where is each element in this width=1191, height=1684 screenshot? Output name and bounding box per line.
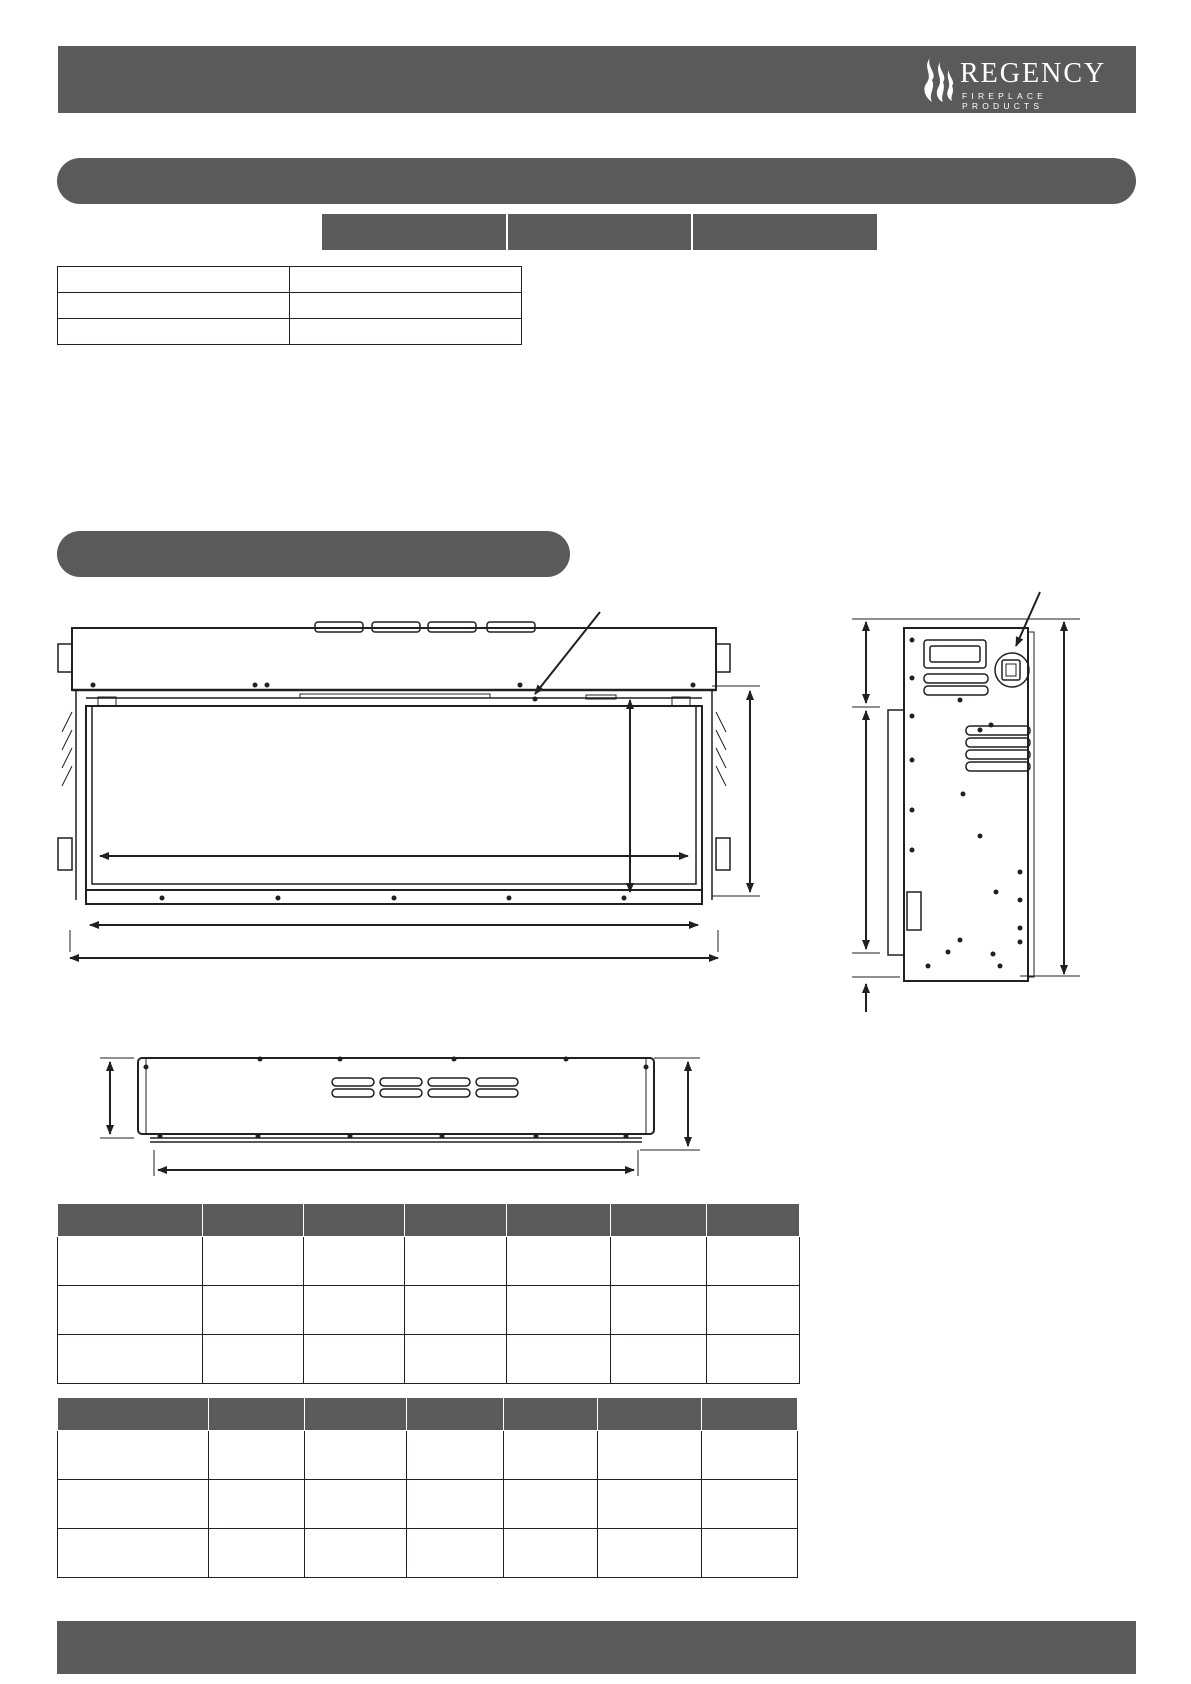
dimensions-table — [57, 1203, 800, 1384]
table-row — [58, 1286, 800, 1335]
column-header — [706, 1204, 799, 1237]
table-cell — [702, 1431, 798, 1480]
table-cell — [304, 1431, 406, 1480]
column-header — [504, 1398, 598, 1431]
column-header — [406, 1398, 504, 1431]
column-header — [506, 1204, 610, 1237]
table-header-row — [58, 1204, 800, 1237]
table-cell — [406, 1480, 504, 1529]
column-header — [304, 1398, 406, 1431]
table-cell — [504, 1431, 598, 1480]
table-cell — [405, 1335, 506, 1384]
table-cell — [706, 1335, 799, 1384]
table-cell — [203, 1237, 304, 1286]
dimensions-table — [57, 1397, 798, 1578]
table-cell — [406, 1431, 504, 1480]
table-cell — [208, 1529, 304, 1578]
table-cell — [203, 1286, 304, 1335]
table-row — [58, 1431, 798, 1480]
table-cell — [58, 1286, 203, 1335]
table-row — [58, 1480, 798, 1529]
table-cell — [304, 1237, 405, 1286]
table-cell — [504, 1529, 598, 1578]
column-header — [304, 1204, 405, 1237]
table-cell — [504, 1480, 598, 1529]
column-header — [58, 1204, 203, 1237]
table-row — [58, 1529, 798, 1578]
top-view-dimension-arrows — [100, 1058, 700, 1176]
table-cell — [208, 1480, 304, 1529]
table-cell — [304, 1286, 405, 1335]
table-cell — [58, 1431, 209, 1480]
table-cell — [598, 1480, 702, 1529]
table-cell — [304, 1480, 406, 1529]
table-cell — [702, 1480, 798, 1529]
table-cell — [304, 1529, 406, 1578]
table-cell — [598, 1529, 702, 1578]
column-header — [702, 1398, 798, 1431]
brand-tagline: FIREPLACE PRODUCTS — [962, 91, 1048, 111]
column-header — [58, 1398, 209, 1431]
table-cell — [208, 1431, 304, 1480]
table-cell — [610, 1237, 706, 1286]
table-cell — [706, 1286, 799, 1335]
table-cell — [506, 1237, 610, 1286]
table-cell — [203, 1335, 304, 1384]
table-row — [58, 1335, 800, 1384]
table-cell — [58, 1529, 209, 1578]
top-view-drawing — [138, 1058, 654, 1142]
table-cell — [506, 1286, 610, 1335]
column-header — [598, 1398, 702, 1431]
footer-bar — [57, 1621, 1136, 1674]
column-header — [203, 1204, 304, 1237]
column-header — [610, 1204, 706, 1237]
table-cell — [405, 1286, 506, 1335]
table-cell — [506, 1335, 610, 1384]
table-cell — [702, 1529, 798, 1578]
table-row — [58, 1237, 800, 1286]
table-cell — [405, 1237, 506, 1286]
side-view-dimension-arrows — [852, 592, 1080, 1012]
table-cell — [304, 1335, 405, 1384]
column-header — [405, 1204, 506, 1237]
front-view-dimension-arrows — [70, 612, 760, 958]
table-cell — [610, 1286, 706, 1335]
table-cell — [610, 1335, 706, 1384]
side-view-drawing — [888, 628, 1034, 981]
table-cell — [58, 1237, 203, 1286]
table-cell — [706, 1237, 799, 1286]
table-header-row — [58, 1398, 798, 1431]
brand-name: REGENCY — [960, 58, 1107, 89]
column-header — [208, 1398, 304, 1431]
table-cell — [58, 1335, 203, 1384]
table-cell — [598, 1431, 702, 1480]
table-cell — [406, 1529, 504, 1578]
table-cell — [58, 1480, 209, 1529]
